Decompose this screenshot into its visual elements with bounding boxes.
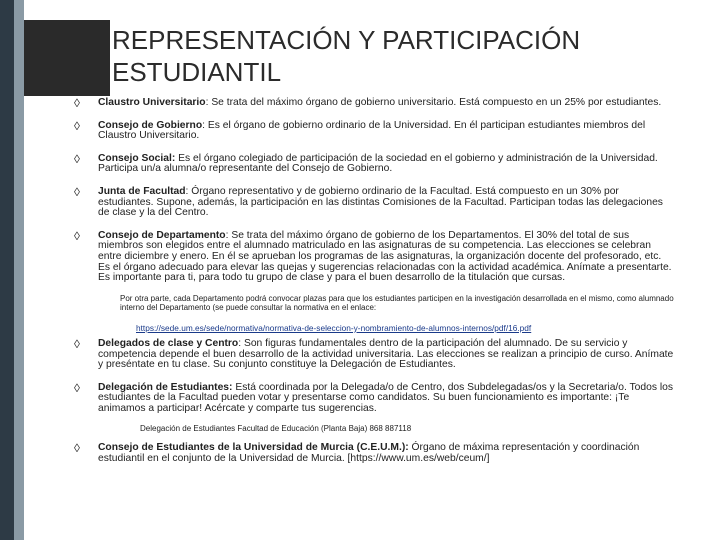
list-item — [74, 118, 674, 142]
diamond-bullet-icon: ◊ — [74, 184, 80, 199]
sidebar-light-stripe — [14, 0, 24, 540]
list-item — [74, 151, 674, 175]
item-term: Consejo de Departamento — [98, 229, 226, 241]
diamond-bullet-icon: ◊ — [74, 96, 80, 110]
item-term: Junta de Facultad — [98, 185, 186, 197]
diamond-bullet-icon: ◊ — [74, 228, 80, 243]
item-text: Se trata del máximo órgano de gobierno universitario. Está compuesto en un 25% por estudiantes. — [208, 97, 662, 108]
item-text: Son figuras fundamentales dentro de la participación del alumnado. De su servicio y competencia depende el buen desarrollo de la actividad universitaria. Las elecciones se realizan a principio de curso. Anímate y preséntate en tu clase. Su conjunto constituye la Delegación de Estudiantes. — [98, 337, 674, 371]
item-text: Órgano representativo y de gobierno ordinario de la Facultad. Está compuesto en un 30% por estudiantes. Supone, además, la participación en las distintas Comisiones de la Facultad. Participan todas las delegaciones de clase y la del Centro. — [98, 185, 663, 219]
item-term: Delegación de Estudiantes: — [98, 381, 233, 393]
list-item — [74, 184, 674, 219]
item-term: Consejo Social: — [98, 152, 176, 164]
item-term: Consejo de Gobierno — [98, 119, 203, 131]
department-note: Por otra parte, cada Departamento podrá convocar plazas para que los estudiantes participen en la investigación desarrollada en el mismo, como alumnado interno del Departamento (se puede consultar la normativa en el enlace: — [120, 293, 674, 313]
item-text: Órgano de máxima representación y coordinación estudiantil en el conjunto de la Universidad de Murcia. [https://www.um.es/web/ceum/] — [98, 442, 640, 465]
item-separator: : — [185, 185, 189, 197]
title-accent-block — [24, 20, 110, 96]
diamond-bullet-icon: ◊ — [74, 118, 80, 133]
diamond-bullet-icon: ◊ — [74, 151, 80, 166]
list-item — [74, 336, 674, 371]
item-term: Delegados de clase y Centro — [98, 337, 239, 349]
item-separator: : — [225, 229, 229, 241]
item-term: Consejo de Estudiantes de la Universidad de Murcia (C.E.U.M.): — [98, 442, 409, 454]
item-text: Es el órgano de gobierno ordinario de la Universidad. En él participan estudiantes miembros del Claustro Universitario. — [98, 119, 646, 142]
slide-title: REPRESENTACIÓN Y PARTICIPACIÓN ESTUDIANTIL — [112, 25, 581, 87]
item-text: Está coordinada por la Delegada/o de Centro, dos Subdelegadas/os y la Secretaria/o. Todos los estudiantes de la Facultad pueden votar y presentarse como candidatos. Su buen funcionamiento es importante: ¡Te animamos a participar! Acércate y comparte tus sugerencias. — [98, 381, 674, 414]
sidebar-dark-stripe — [0, 0, 14, 540]
slide-content — [74, 98, 674, 477]
item-separator: : — [202, 119, 205, 131]
list-item — [74, 98, 674, 109]
diamond-bullet-icon: ◊ — [74, 441, 80, 456]
diamond-bullet-icon: ◊ — [74, 380, 80, 395]
item-text: Se trata del máximo órgano de gobierno de los Departamentos. El 30% del total de sus miembros son elegidos entre el alumnado matriculado en las asignaturas de su competencia. Las elecciones se celebran entre diciembre y enero. En él se aprueban los programas de las asignaturas, la organización docente del profesorado, etc. Es el órgano adecuado para elevar las quejas y sugerencias relacionadas con la actividad académica. Anímate a presentarte. Es importante para ti, para todo tu grupo de clase y para el buen desarrollo de la titulación que cursas. — [98, 229, 672, 284]
delegation-contact-note: Delegación de Estudiantes Facultad de Educación (Planta Baja) 868 887118 — [140, 424, 412, 434]
item-term: Claustro Universitario — [98, 97, 206, 108]
list-item — [74, 443, 674, 464]
item-separator: : — [205, 97, 209, 108]
diamond-bullet-icon: ◊ — [74, 336, 80, 351]
normativa-link[interactable]: https://sede.um.es/sede/normativa/normativa-de-seleccion-y-nombramiento-de-alumnos-internos/pdf/16.pdf — [136, 322, 532, 333]
list-item — [74, 380, 674, 415]
item-separator: : — [238, 337, 242, 349]
list-item — [74, 228, 674, 284]
item-text: Es el órgano colegiado de participación de la sociedad en el gobierno y administración de la Universidad. Participa un/a alumna/o representante del Consejo de Gobierno. — [98, 152, 658, 175]
